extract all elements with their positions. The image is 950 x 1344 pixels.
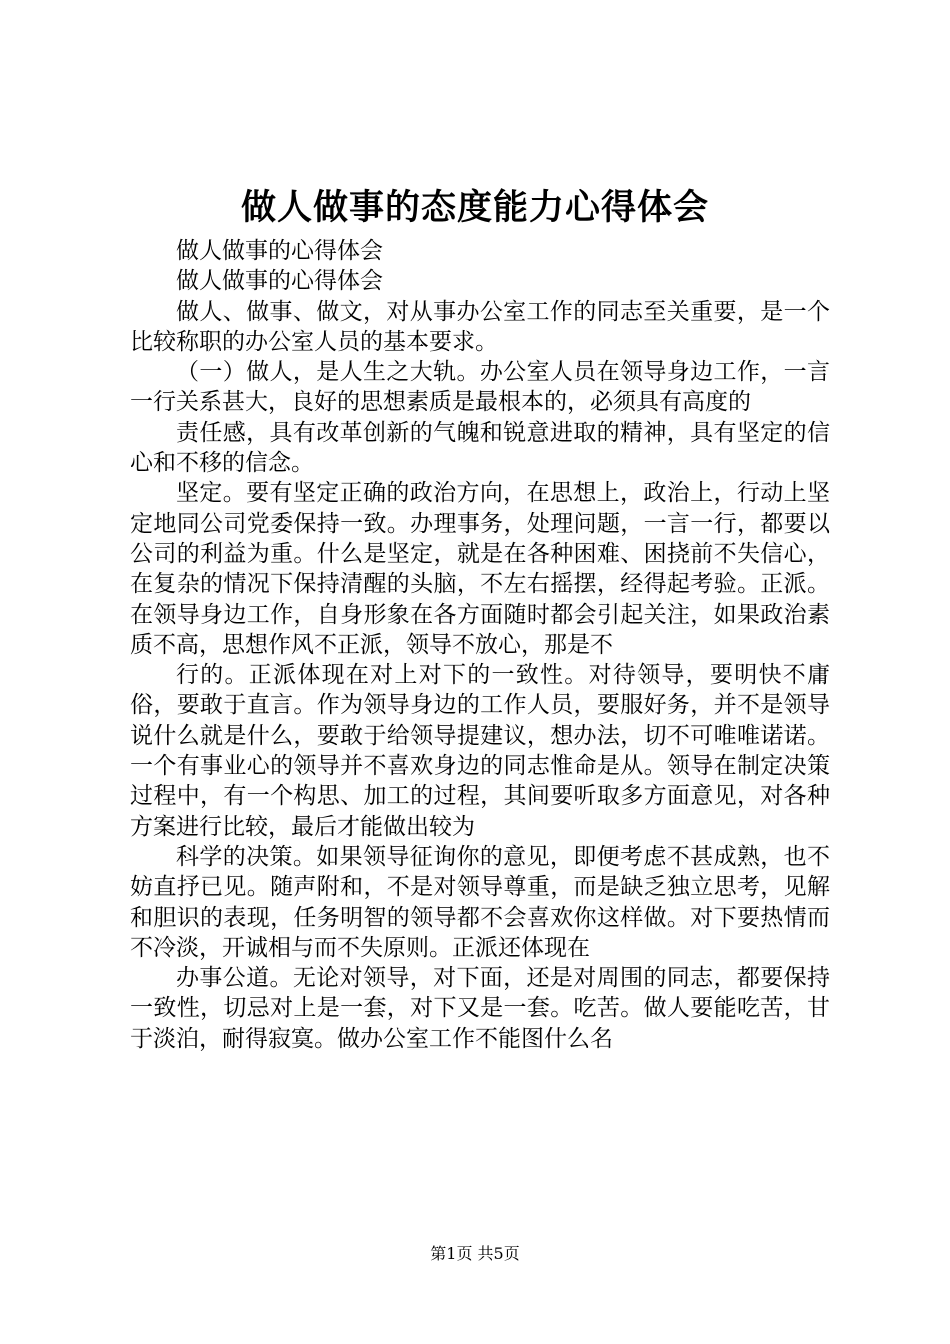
paragraph-intro: 做人、做事、做文，对从事办公室工作的同志至关重要，是一个比较称职的办公室人员的基本要求。 [130, 298, 830, 355]
paragraph-integrity: 行的。正派体现在对上对下的一致性。对待领导，要明快不庸俗，要敢于直言。作为领导身边的工作人员，要服好务，并不是领导说什么就是什么，要敢于给领导提建议，想办法，切不可唯唯诺诺。一个有事业心的领导并不喜欢身边的同志惟命是从。领导在制定决策过程中，有一个构思、加工的过程，其间要听取多方面意见，对各种方案进行比较，最后才能做出较为 [130, 662, 830, 840]
paragraph-subtitle-1: 做人做事的心得体会 [176, 238, 383, 264]
paragraph-firmness: 坚定。要有坚定正确的政治方向，在思想上，政治上，行动上坚定地同公司党委保持一致。办理事务，处理问题，一言一行，都要以公司的利益为重。什么是坚定，就是在各种困难、困挠前不失信心，在复杂的情况下保持清醒的头脑，不左右摇摆，经得起考验。正派。在领导身边工作，自身形象在各方面随时都会引起关注，如果政治素质不高，思想作风不正派，领导不放心，那是不 [130, 480, 830, 658]
paragraph-section-one: （一）做人，是人生之大轨。办公室人员在领导身边工作，一言一行关系甚大，良好的思想素质是最根本的，必须具有高度的 [130, 359, 830, 416]
paragraph-subtitle-2: 做人做事的心得体会 [176, 268, 383, 295]
paragraph-decision: 科学的决策。如果领导征询你的意见，即便考虑不甚成熟，也不妨直抒已见。随声附和，不是对领导尊重，而是缺乏独立思考，见解和胆识的表现，任务明智的领导都不会喜欢你这样做。对下要热情而不冷淡，开诚相与而不失原则。正派还体现在 [130, 843, 830, 961]
page-footer: 第1页 共5页 [430, 1244, 520, 1263]
document-title: 做人做事的态度能力心得体会 [240, 187, 709, 228]
document-body [130, 236, 830, 1054]
paragraph-fairness: 办事公道。无论对领导，对下面，还是对周围的同志，都要保持一致性，切忌对上是一套，对下又是一套。吃苦。做人要能吃苦，甘于淡泊，耐得寂寞。做办公室工作不能图什么名 [130, 965, 830, 1052]
paragraph-responsibility: 责任感，具有改革创新的气魄和锐意进取的精神，具有坚定的信心和不移的信念。 [130, 419, 830, 477]
